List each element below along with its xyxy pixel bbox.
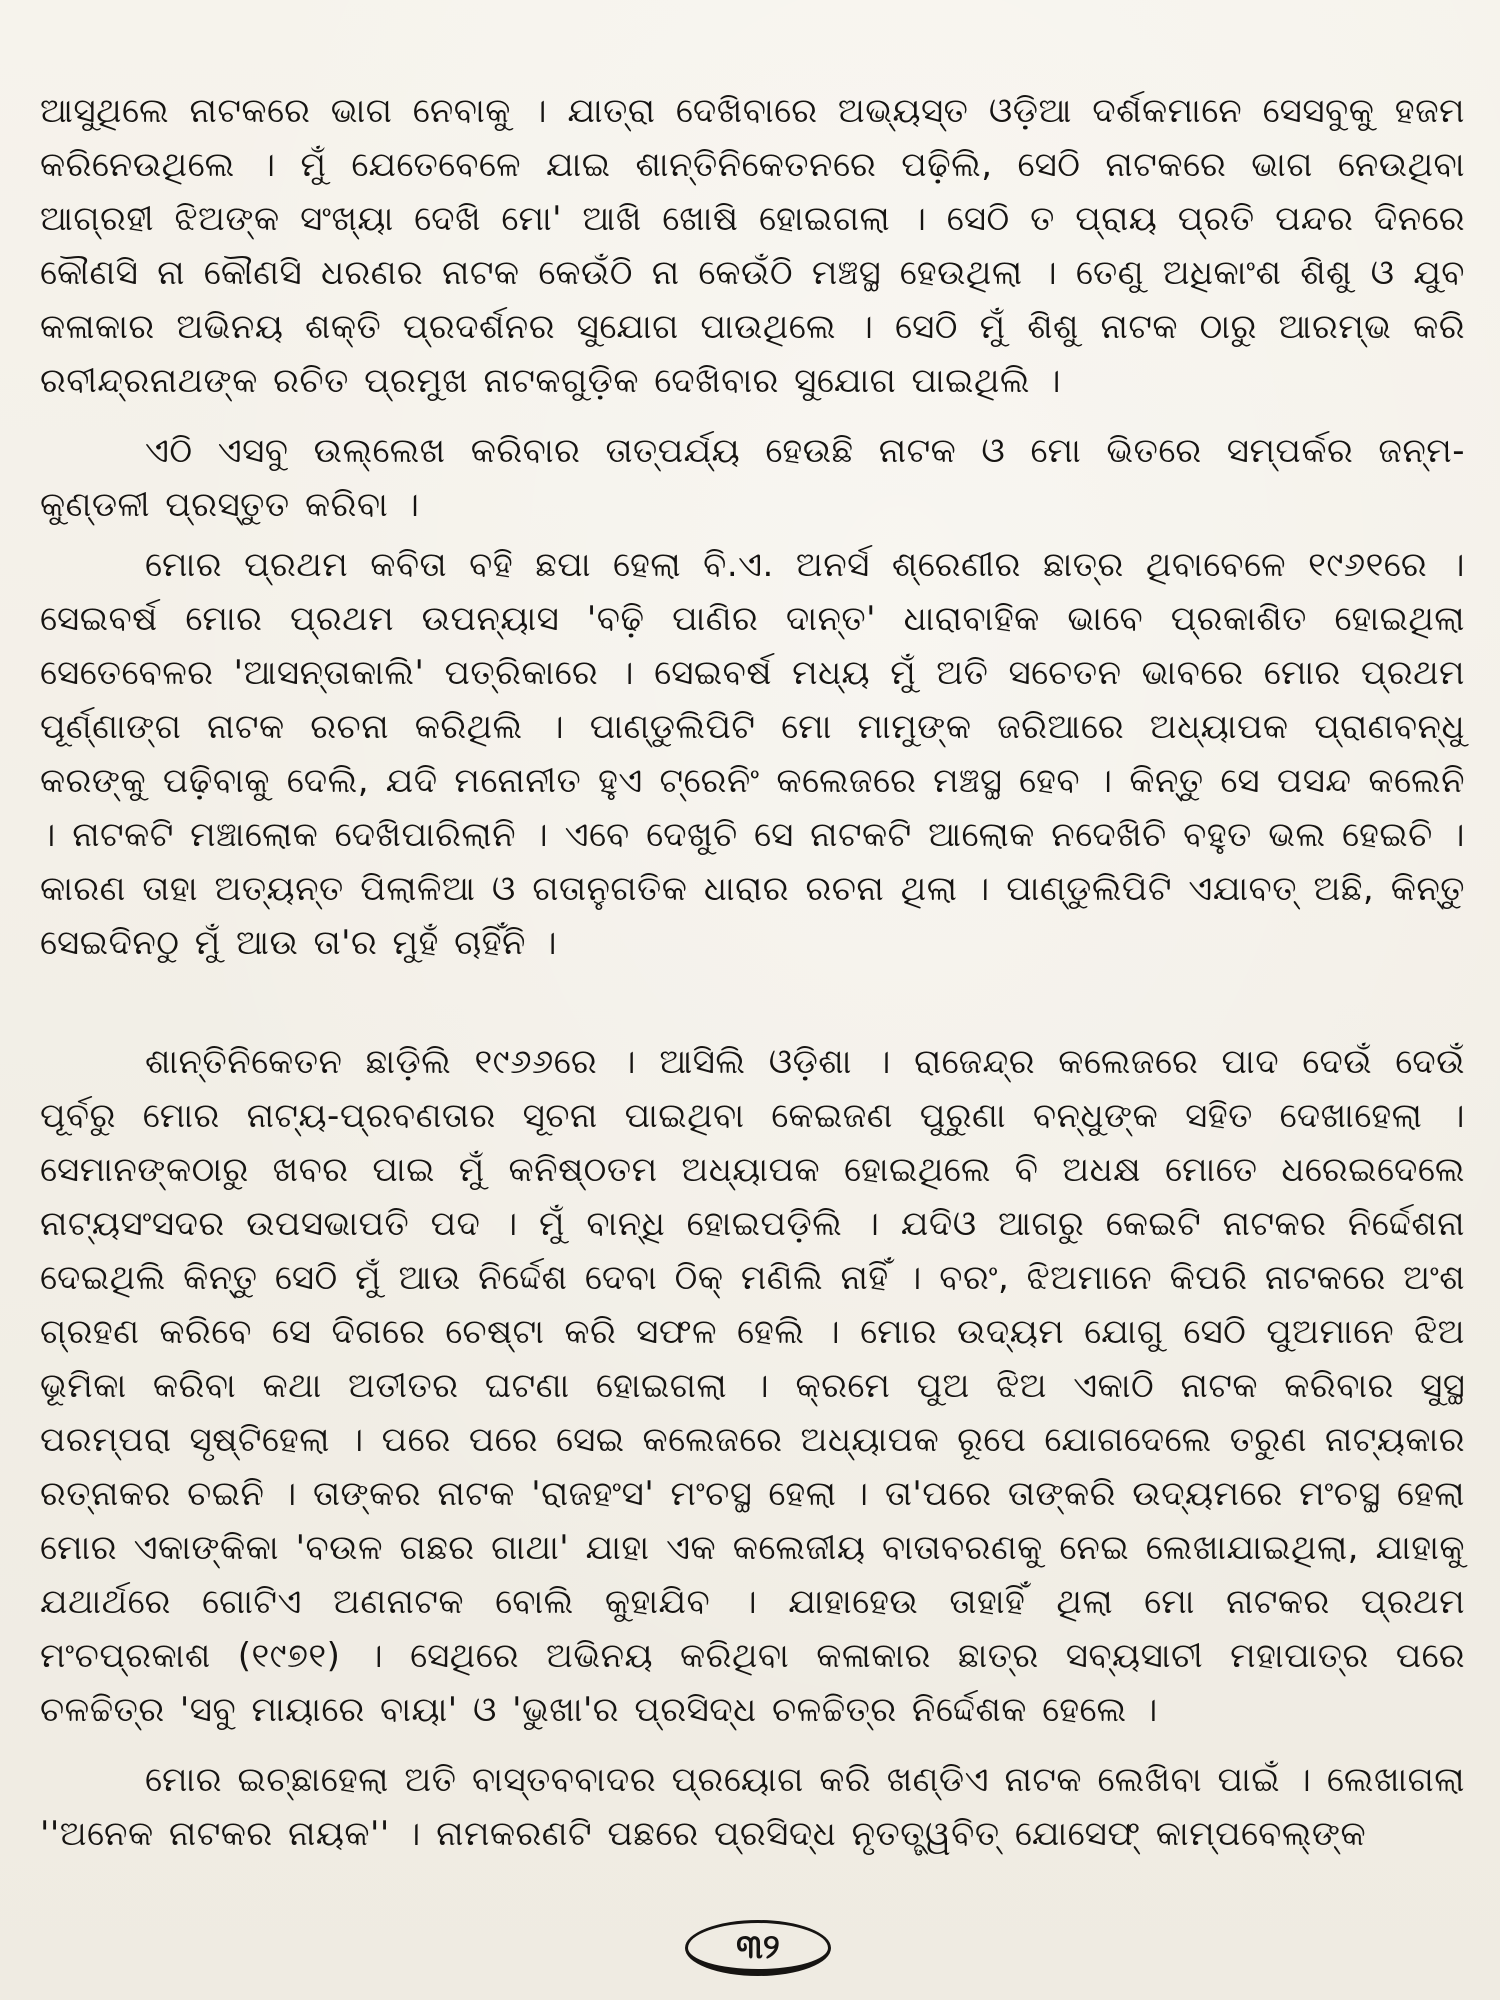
paragraph-1-block [40, 84, 1465, 408]
paragraph-3: ମୋର ପ୍ରଥମ କବିତା ବହି ଛପା ହେଲା ବି.ଏ. ଅନର୍ସ ଶ୍ରେଣୀର ଛାତ୍ର ଥିବାବେଳେ ୧୯୬୧ରେ । ସେଇବର୍ଷ ମୋର ପ୍ରଥମ ଉପନ୍ୟାସ 'ବଢ଼ି ପାଣିର ଦାନ୍ତ' ଧାରାବାହିକ ଭାବେ ପ୍ରକାଶିତ ହୋଇଥିଲା ସେତେବେଳର 'ଆସନ୍ତାକାଲି' ପତ୍ରିକାରେ । ସେଇବର୍ଷ ମଧ୍ୟ ମୁଁ ଅତି ସଚେତନ ଭାବରେ ମୋର ପ୍ରଥମ ପୂର୍ଣ୍ଣାଙ୍ଗ ନାଟକ ରଚନା କରିଥିଲି । ପାଣ୍ଡୁଲିପିଟି ମୋ ମାମୁଙ୍କ ଜରିଆରେ ଅଧ୍ୟାପକ ପ୍ରାଣବନ୍ଧୁ କରଙ୍କୁ ପଢ଼ିବାକୁ ଦେଲି, ଯଦି ମନୋନୀତ ହୁଏ ଟ୍ରେନିଂ କଲେଜରେ ମଞ୍ଚସ୍ଥ ହେବ । କିନ୍ତୁ ସେ ପସନ୍ଦ କଲେନି । ନାଟକଟି ମଞ୍ଚାଲୋକ ଦେଖିପାରିଲାନି । ଏବେ ଦେଖୁଚି ସେ ନାଟକଟି ଆଲୋକ ନଦେଖିଚି ବହୁତ ଭଲ ହେଇଚି । କାରଣ ତାହା ଅତ୍ୟନ୍ତ ପିଲାଳିଆ ଓ ଗତାନୁଗତିକ ଧାରାର ରଚନା ଥିଲା । ପାଣ୍ଡୁଲିପିଟି ଏଯାବତ୍ ଅଛି, କିନ୍ତୁ ସେଇଦିନଠୁ ମୁଁ ଆଉ ତା'ର ମୁହଁ ଚାହିଁନି । [40, 545, 1465, 963]
page-number-badge [685, 1920, 835, 1986]
paragraph-1: ଆସୁଥିଲେ ନାଟକରେ ଭାଗ ନେବାକୁ । ଯାତ୍ରା ଦେଖିବାରେ ଅଭ୍ୟସ୍ତ ଓଡ଼ିଆ ଦର୍ଶକମାନେ ସେସବୁକୁ ହଜମ କରିନେଉଥିଲେ । ମୁଁ ଯେତେବେଳେ ଯାଇ ଶାନ୍ତିନିକେତନରେ ପଢ଼ିଲି, ସେଠି ନାଟକରେ ଭାଗ ନେଉଥିବା ଆଗ୍ରହୀ ଝିଅଙ୍କ ସଂଖ୍ୟା ଦେଖି ମୋ' ଆଖି ଖୋଷି ହୋଇଗଲା । ସେଠି ତ ପ୍ରାୟ ପ୍ରତି ପନ୍ଦର ଦିନରେ କୌଣସି ନା କୌଣସି ଧରଣର ନାଟକ କେଉଁଠି ନା କେଉଁଠି ମଞ୍ଚସ୍ଥ ହେଉଥିଲା । ତେଣୁ ଅଧିକାଂଶ ଶିଶୁ ଓ ଯୁବ କଳାକାର ଅଭିନୟ ଶକ୍ତି ପ୍ରଦର୍ଶନର ସୁଯୋଗ ପାଉଥିଲେ । ସେଠି ମୁଁ ଶିଶୁ ନାଟକ ଠାରୁ ଆରମ୍ଭ କରି ରବୀନ୍ଦ୍ରନାଥଙ୍କ ରଚିତ ପ୍ରମୁଖ ନାଟକଗୁଡ଼ିକ ଦେଖିବାର ସୁଯୋଗ ପାଇଥିଲି । [40, 91, 1465, 401]
paragraph-2: ଏଠି ଏସବୁ ଉଲ୍ଲେଖ କରିବାର ତାତ୍ପର୍ଯ୍ୟ ହେଉଛି ନାଟକ ଓ ମୋ ଭିତରେ ସମ୍ପର୍କର ଜନ୍ମ-କୁଣ୍ଡଳୀ ପ୍ରସ୍ତୁତ କରିବା । [40, 431, 1465, 525]
paragraph-2-block [40, 424, 1465, 532]
paragraph-5: ମୋର ଇଚ୍ଛାହେଲା ଅତି ବାସ୍ତବବାଦର ପ୍ରୟୋଗ କରି ଖଣ୍ଡିଏ ନାଟକ ଲେଖିବା ପାଇଁ । ଲେଖାଗଲା ''ଅନେକ ନାଟକର ନାୟକ'' । ନାମକରଣଟି ପଛରେ ପ୍ରସିଦ୍ଧ ନୃତତ୍ତ୍ୱବିତ୍ ଯୋସେଫ୍ କାମ୍ପବେଲ୍‌ଙ୍କ [40, 1760, 1465, 1854]
paragraph-4-block [40, 1035, 1465, 1737]
page-number: ୩୨ [736, 1927, 780, 1967]
paragraph-5-block [40, 1753, 1465, 1861]
paragraph-3-block [40, 538, 1465, 970]
paragraph-4: ଶାନ୍ତିନିକେତନ ଛାଡ଼ିଲି ୧୯୬୬ରେ । ଆସିଲି ଓଡ଼ିଶା । ରାଜେନ୍ଦ୍ର କଲେଜରେ ପାଦ ଦେଉଁ ଦେଉଁ ପୂର୍ବରୁ ମୋର ନାଟ୍ୟ-ପ୍ରବଣତାର ସୂଚନା ପାଇଥିବା କେଇଜଣ ପୁରୁଣା ବନ୍ଧୁଙ୍କ ସହିତ ଦେଖାହେଲା । ସେମାନଙ୍କଠାରୁ ଖବର ପାଇ ମୁଁ କନିଷ୍ଠତମ ଅଧ୍ୟାପକ ହୋଇଥିଲେ ବି ଅଧକ୍ଷ ମୋତେ ଧରେଇଦେଲେ ନାଟ୍ୟସଂସଦର ଉପସଭାପତି ପଦ । ମୁଁ ବାନ୍ଧି ହୋଇପଡ଼ିଲି । ଯଦିଓ ଆଗରୁ କେଇଟି ନାଟକର ନିର୍ଦ୍ଦେଶନା ଦେଇଥିଲି କିନ୍ତୁ ସେଠି ମୁଁ ଆଉ ନିର୍ଦ୍ଦେଶ ଦେବା ଠିକ୍ ମଣିଲି ନାହିଁ । ବରଂ, ଝିଅମାନେ କିପରି ନାଟକରେ ଅଂଶ ଗ୍ରହଣ କରିବେ ସେ ଦିଗରେ ଚେଷ୍ଟା କରି ସଫଳ ହେଲି । ମୋର ଉଦ୍ୟମ ଯୋଗୁ ସେଠି ପୁଅମାନେ ଝିଅ ଭୂମିକା କରିବା କଥା ଅତୀତର ଘଟଣା ହୋଇଗଲା । କ୍ରମେ ପୁଅ ଝିଅ ଏକାଠି ନାଟକ କରିବାର ସୁସ୍ଥ ପରମ୍ପରା ସୃଷ୍ଟିହେଲା । ପରେ ପରେ ସେଇ କଲେଜରେ ଅଧ୍ୟାପକ ରୂପେ ଯୋଗଦେଲେ ତରୁଣ ନାଟ୍ୟକାର ରତ୍ନାକର ଚଇନି । ତାଙ୍କର ନାଟକ 'ରାଜହଂସ' ମଂଚସ୍ଥ ହେଲା । ତା'ପରେ ତାଙ୍କରି ଉଦ୍ୟମରେ ମଂଚସ୍ଥ ହେଲା ମୋର ଏକାଙ୍କିକା 'ବଉଳ ଗଛର ଗାଥା' ଯାହା ଏକ କଲେଜୀୟ ବାତାବରଣକୁ ନେଇ ଲେଖାଯାଇଥିଲା, ଯାହାକୁ ଯଥାର୍ଥରେ ଗୋଟିଏ ଅଣନାଟକ ବୋଲି କୁହାଯିବ । ଯାହାହେଉ ତାହାହିଁ ଥିଲା ମୋ ନାଟକର ପ୍ରଥମ ମଂଚପ୍ରକାଶ (୧୯୭୧) । ସେଥିରେ ଅଭିନୟ କରିଥିବା କଳାକାର ଛାତ୍ର ସବ୍ୟସାଚୀ ମହାପାତ୍ର ପରେ ଚଳଚ୍ଚିତ୍ର 'ସବୁ ମାୟାରେ ବାୟା' ଓ 'ଭୁଖା'ର ପ୍ରସିଦ୍ଧ ଚଳଚ୍ଚିତ୍ର ନିର୍ଦ୍ଦେଶକ ହେଲେ । [40, 1042, 1465, 1730]
